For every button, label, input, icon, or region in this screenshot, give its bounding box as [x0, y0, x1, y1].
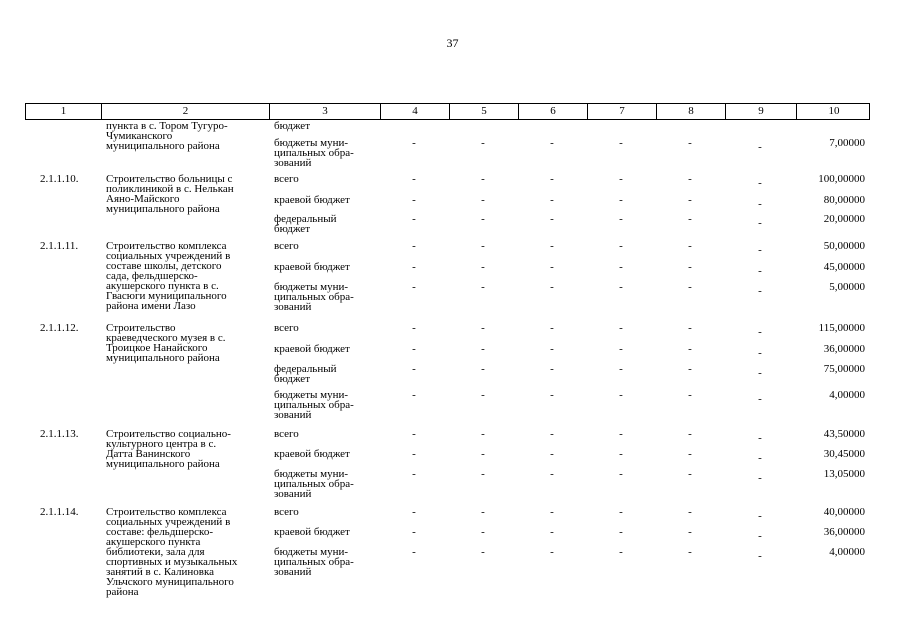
- header-col-6: 6: [518, 104, 587, 119]
- empty-value: -: [758, 198, 762, 210]
- empty-value: -: [412, 261, 416, 273]
- empty-value: -: [412, 363, 416, 375]
- empty-value: -: [619, 261, 623, 273]
- header-col-10: 10: [796, 104, 871, 119]
- object-name: муниципального района: [106, 203, 220, 215]
- funding-source: зований: [274, 566, 312, 578]
- object-name: муниципального района: [106, 458, 220, 470]
- row-code: 2.1.1.13.: [40, 428, 79, 440]
- funding-source: бюджеты муни-: [274, 468, 349, 480]
- empty-value: -: [481, 428, 485, 440]
- table-header: [25, 103, 870, 120]
- empty-value: -: [619, 468, 623, 480]
- object-name: Аяно-Майского: [106, 193, 180, 205]
- empty-value: -: [688, 194, 692, 206]
- funding-source: бюджеты муни-: [274, 281, 349, 293]
- funding-source: зований: [274, 301, 312, 313]
- object-name: Строительство комплекса: [106, 240, 227, 252]
- funding-source: краевой бюджет: [274, 526, 350, 538]
- empty-value: -: [758, 285, 762, 297]
- empty-value: -: [412, 194, 416, 206]
- object-name: района имени Лазо: [106, 300, 196, 312]
- empty-value: -: [550, 322, 554, 334]
- funding-source: всего: [274, 428, 299, 440]
- empty-value: -: [758, 326, 762, 338]
- funding-source: ципальных обра-: [274, 399, 354, 411]
- row-code: 2.1.1.11.: [40, 240, 79, 252]
- empty-value: -: [688, 281, 692, 293]
- empty-value: -: [550, 213, 554, 225]
- empty-value: -: [619, 526, 623, 538]
- object-name: Датта Ванинского: [106, 448, 191, 460]
- object-name: Строительство комплекса: [106, 506, 227, 518]
- object-name: Чумиканского: [106, 130, 173, 142]
- empty-value: -: [550, 363, 554, 375]
- object-name: муниципального района: [106, 352, 220, 364]
- funding-source: всего: [274, 240, 299, 252]
- empty-value: -: [758, 347, 762, 359]
- empty-value: -: [481, 363, 485, 375]
- amount-value: 75,00000: [823, 363, 865, 375]
- funding-source: всего: [274, 322, 299, 334]
- empty-value: -: [619, 194, 623, 206]
- empty-value: -: [550, 428, 554, 440]
- object-name: сада, фельдшерско-: [106, 270, 198, 282]
- empty-value: -: [481, 546, 485, 558]
- empty-value: -: [619, 428, 623, 440]
- empty-value: -: [688, 468, 692, 480]
- amount-value: 40,00000: [823, 506, 865, 518]
- empty-value: -: [550, 137, 554, 149]
- empty-value: -: [758, 510, 762, 522]
- funding-source: бюджет: [274, 373, 310, 385]
- empty-value: -: [412, 506, 416, 518]
- empty-value: -: [619, 389, 623, 401]
- row-code: 2.1.1.14.: [40, 506, 79, 518]
- object-name: краеведческого музея в с.: [106, 332, 226, 344]
- funding-source: бюджеты муни-: [274, 389, 349, 401]
- empty-value: -: [688, 546, 692, 558]
- empty-value: -: [688, 343, 692, 355]
- empty-value: -: [481, 240, 485, 252]
- object-name: составе школы, детского: [106, 260, 222, 272]
- empty-value: -: [619, 546, 623, 558]
- funding-source: всего: [274, 173, 299, 185]
- object-name: занятий в с. Калиновка: [106, 566, 215, 578]
- empty-value: -: [412, 468, 416, 480]
- empty-value: -: [688, 261, 692, 273]
- empty-value: -: [619, 363, 623, 375]
- empty-value: -: [688, 428, 692, 440]
- empty-value: -: [481, 213, 485, 225]
- page-number: 37: [446, 36, 459, 50]
- amount-value: 45,00000: [823, 261, 865, 273]
- amount-value: 4,00000: [829, 546, 865, 558]
- empty-value: -: [481, 343, 485, 355]
- empty-value: -: [619, 448, 623, 460]
- empty-value: -: [758, 432, 762, 444]
- funding-source: федеральный: [274, 363, 337, 375]
- empty-value: -: [688, 389, 692, 401]
- empty-value: -: [550, 240, 554, 252]
- funding-source: федеральный: [274, 213, 337, 225]
- object-name: поликлиникой в с. Нелькан: [106, 183, 234, 195]
- empty-value: -: [412, 281, 416, 293]
- header-col-7: 7: [587, 104, 656, 119]
- amount-value: 4,00000: [829, 389, 865, 401]
- object-name: Строительство социально-: [106, 428, 231, 440]
- empty-value: -: [550, 506, 554, 518]
- empty-value: -: [619, 281, 623, 293]
- amount-value: 50,00000: [823, 240, 865, 252]
- row-code: 2.1.1.12.: [40, 322, 79, 334]
- header-col-1: 1: [60, 105, 67, 117]
- empty-value: -: [481, 526, 485, 538]
- empty-value: -: [481, 173, 485, 185]
- amount-value: 80,00000: [823, 194, 865, 206]
- amount-value: 43,50000: [823, 428, 865, 440]
- empty-value: -: [619, 137, 623, 149]
- empty-value: -: [412, 322, 416, 334]
- empty-value: -: [619, 213, 623, 225]
- funding-source: бюджеты муни-: [274, 137, 349, 149]
- object-name: Троицкое Нанайского: [106, 342, 208, 354]
- funding-source: зований: [274, 409, 312, 421]
- empty-value: -: [550, 389, 554, 401]
- funding-source: краевой бюджет: [274, 343, 350, 355]
- header-col-4: 4: [380, 104, 449, 119]
- amount-value: 5,00000: [829, 281, 865, 293]
- empty-value: -: [481, 468, 485, 480]
- empty-value: -: [758, 472, 762, 484]
- empty-value: -: [550, 546, 554, 558]
- empty-value: -: [758, 452, 762, 464]
- amount-value: 36,00000: [823, 526, 865, 538]
- object-name: составе: фельдшерско-: [106, 526, 213, 538]
- empty-value: -: [412, 240, 416, 252]
- object-name: социальных учреждений в: [106, 516, 231, 528]
- funding-source: всего: [274, 506, 299, 518]
- header-col-2: 2: [101, 104, 269, 119]
- amount-value: 115,00000: [818, 322, 865, 334]
- empty-value: -: [550, 343, 554, 355]
- empty-value: -: [481, 322, 485, 334]
- amount-value: 13,05000: [823, 468, 865, 480]
- empty-value: -: [688, 363, 692, 375]
- empty-value: -: [758, 265, 762, 277]
- empty-value: -: [412, 137, 416, 149]
- funding-source: ципальных обра-: [274, 291, 354, 303]
- empty-value: -: [481, 261, 485, 273]
- empty-value: -: [481, 389, 485, 401]
- empty-value: -: [412, 389, 416, 401]
- object-name: культурного центра в с.: [106, 438, 217, 450]
- object-name: спортивных и музыкальных: [106, 556, 238, 568]
- empty-value: -: [619, 506, 623, 518]
- funding-source: краевой бюджет: [274, 194, 350, 206]
- row-code: 2.1.1.10.: [40, 173, 79, 185]
- empty-value: -: [481, 506, 485, 518]
- empty-value: -: [758, 393, 762, 405]
- funding-source: краевой бюджет: [274, 261, 350, 273]
- empty-value: -: [412, 173, 416, 185]
- empty-value: -: [688, 240, 692, 252]
- empty-value: -: [412, 428, 416, 440]
- empty-value: -: [688, 526, 692, 538]
- empty-value: -: [758, 550, 762, 562]
- empty-value: -: [758, 244, 762, 256]
- object-name: социальных учреждений в: [106, 250, 231, 262]
- empty-value: -: [550, 448, 554, 460]
- funding-source: краевой бюджет: [274, 448, 350, 460]
- empty-value: -: [758, 141, 762, 153]
- header-col-3: 3: [269, 104, 380, 119]
- empty-value: -: [758, 367, 762, 379]
- empty-value: -: [758, 217, 762, 229]
- empty-value: -: [688, 506, 692, 518]
- empty-value: -: [481, 281, 485, 293]
- object-name: Строительство больницы с: [106, 173, 233, 185]
- empty-value: -: [550, 526, 554, 538]
- empty-value: -: [688, 448, 692, 460]
- object-name: пункта в с. Тором Тугуро-: [106, 120, 228, 132]
- object-name: Гвасюги муниципального: [106, 290, 227, 302]
- funding-source: бюджет: [274, 223, 310, 235]
- empty-value: -: [688, 173, 692, 185]
- empty-value: -: [412, 213, 416, 225]
- object-name: акушерского пункта: [106, 536, 201, 548]
- amount-value: 30,45000: [823, 448, 865, 460]
- funding-source: ципальных обра-: [274, 478, 354, 490]
- object-name: акушерского пункта в с.: [106, 280, 219, 292]
- empty-value: -: [550, 261, 554, 273]
- header-col-9: 9: [725, 104, 796, 119]
- amount-value: 20,00000: [823, 213, 865, 225]
- funding-source: зований: [274, 157, 312, 169]
- funding-source: бюджеты муни-: [274, 546, 349, 558]
- empty-value: -: [688, 213, 692, 225]
- empty-value: -: [758, 177, 762, 189]
- object-name: Ульчского муниципального: [106, 576, 234, 588]
- empty-value: -: [412, 448, 416, 460]
- empty-value: -: [550, 194, 554, 206]
- empty-value: -: [550, 281, 554, 293]
- funding-source: бюджет: [274, 120, 310, 132]
- object-name: Строительство: [106, 322, 176, 334]
- empty-value: -: [481, 137, 485, 149]
- amount-value: 7,00000: [829, 137, 865, 149]
- funding-source: ципальных обра-: [274, 556, 354, 568]
- empty-value: -: [550, 468, 554, 480]
- empty-value: -: [688, 137, 692, 149]
- empty-value: -: [412, 343, 416, 355]
- amount-value: 100,00000: [818, 173, 865, 185]
- amount-value: 36,00000: [823, 343, 865, 355]
- empty-value: -: [619, 240, 623, 252]
- empty-value: -: [481, 448, 485, 460]
- empty-value: -: [688, 322, 692, 334]
- empty-value: -: [481, 194, 485, 206]
- object-name: муниципального района: [106, 140, 220, 152]
- empty-value: -: [550, 173, 554, 185]
- funding-source: зований: [274, 488, 312, 500]
- empty-value: -: [619, 322, 623, 334]
- funding-source: ципальных обра-: [274, 147, 354, 159]
- empty-value: -: [412, 546, 416, 558]
- empty-value: -: [619, 173, 623, 185]
- object-name: района: [106, 586, 139, 598]
- empty-value: -: [758, 530, 762, 542]
- header-col-8: 8: [656, 104, 725, 119]
- header-col-5: 5: [449, 104, 518, 119]
- empty-value: -: [412, 526, 416, 538]
- empty-value: -: [619, 343, 623, 355]
- object-name: библиотеки, зала для: [106, 546, 205, 558]
